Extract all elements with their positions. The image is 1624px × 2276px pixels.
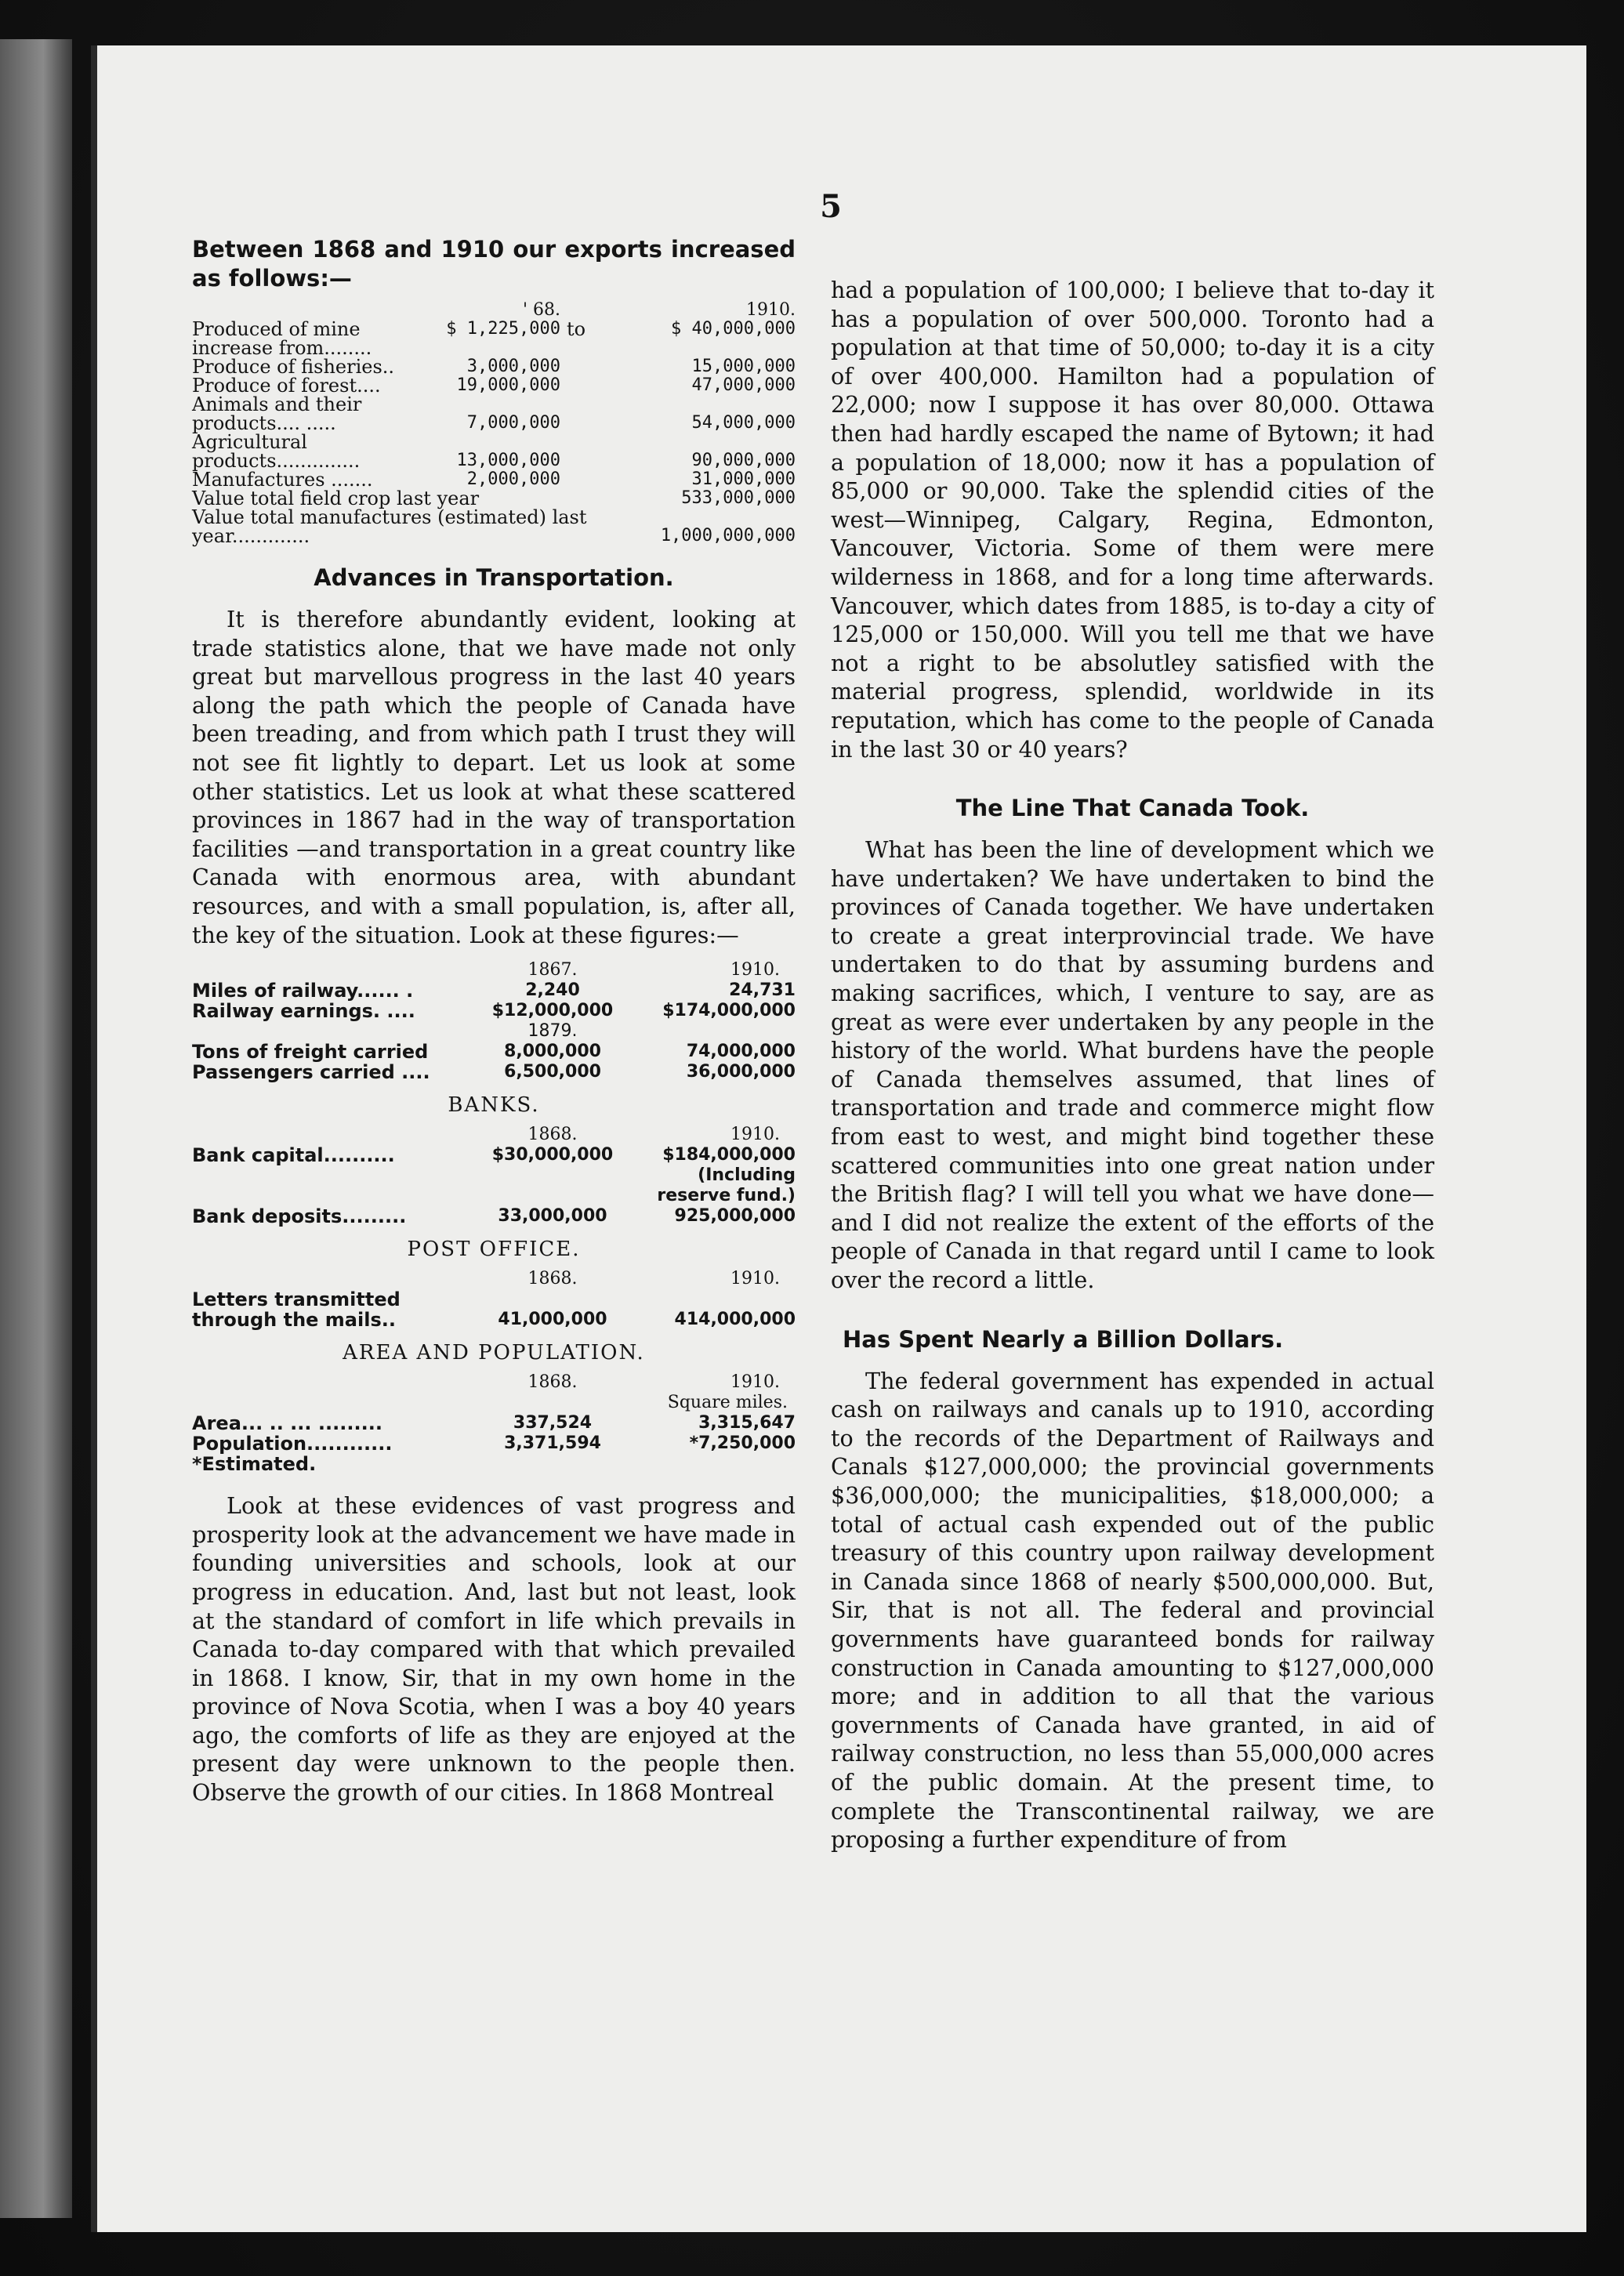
paragraph-prosperity: Look at these evidences of vast progress and prosperity look at the advancement we have made in founding universities and schools, look at our progress in education. And, last but not least, look at the standard of comfort in life which prevails in Canada to-day compared with that which prevailed in 1868. I know, Sir, that in my own home in the province of Nova Scotia, when I was a boy 40 years ago, the comforts of life as they are enjoyed at the present day were unknown to the people then. Observe the growth of our cities. In 1868 Montreal [192, 1492, 796, 1807]
previous-page-edge [0, 39, 72, 2218]
paragraph-expenditure: The federal government has expended in actual cash on railways and canals up to 1910, according to the records of the Department of Railways and Canals $127,000,000; the provincial governments $36,000,000; the municipalities, $18,000,000; a total of actual cash expended out of the public treasury of this country upon railway development in Canada since 1868 of nearly $500,000,000. But, Sir, that is not all. The federal and provincial governments have guaranteed bonds for railway construction in Canada amounting to $127,000,000 more; and in addition to all that the various governments of Canada have granted, in aid of railway construction, no less than 55,000,000 acres of the public domain. At the present time, to complete the Transcontinental railway, we are proposing a further expenditure of from [831, 1367, 1434, 1854]
heading-area-population: AREA AND POPULATION. [343, 1341, 645, 1365]
heading-line-canada-took: The Line That Canada Took. [955, 795, 1310, 822]
table-row: Miles of railway...... . 2,240 24,731 [192, 980, 796, 1002]
table-row: Tons of freight carried 8,000,000 74,000,000 [192, 1041, 796, 1064]
page-number: 5 [820, 188, 842, 225]
estimated-note: *Estimated. [192, 1453, 317, 1476]
area-population-table: 1868. 1910. Square miles. Area... .. ... ......... 337,524 3,315,647 Population............ 3,371,594 *7,250,000 *Estimated. [192, 1372, 796, 1476]
paragraph-transportation: It is therefore abundantly evident, looking at trade statistics alone, that we have made not only great but marvellous progress in the last 40 years along the path which the people of Canada have been treading, and from which path I trust they will not see fit lightly to depart. Let us look at some other statistics. Let us look at what these scattered provinces in 1867 had in the way of transportation facilities —and transportation in a great country like Canada with enormous area, with abundant resources, and with a small population, is, after all, the key of the situation. Look at these figures:— [192, 606, 796, 948]
table-row: Value total manufactures (estimated) last year............. 1,000,000,000 [192, 506, 796, 547]
table-row: Value total field crop last year 533,000,000 [192, 487, 796, 509]
table-row: Bank deposits......... 33,000,000 925,000,000 [192, 1205, 796, 1228]
table-row: Bank capital.......... $30,000,000 $184,000,000 [192, 1144, 796, 1167]
table-row: Passengers carried .... 6,500,000 36,000,000 [192, 1061, 796, 1084]
table-row: Produce of forest.... 19,000,000 47,000,000 [192, 375, 796, 397]
banks-table: 1868. 1910. Bank capital.......... $30,000,000 $184,000,000 (Including reserve fund.) Bank deposits......... 33,000,000 925,000,000 [192, 1125, 796, 1228]
area-unit: Square miles. [667, 1393, 788, 1413]
right-column [831, 276, 1434, 1854]
table-row: Letters transmitted through the mails.. 41,000,000 414,000,000 [192, 1288, 796, 1332]
left-column [192, 235, 796, 1807]
paragraph-development: What has been the line of development which we have undertaken? We have undertaken to bind the provinces of Canada together. We have undertaken to create a great interprovincial trade. We have undertaken to do that by assuming burdens and making sacrifices, which, I venture to say, are as great as were ever undertaken by any people in the history of the world. What burdens have the people of Canada themselves assumed, that lines of transportation and trade and commerce might flow from east to west, and might bind together these scattered communities into one great nation under the British flag? I will tell you what we have done—and I did not realize the extent of the efforts of the people of Canada in that regard until I came to look over the record a little. [831, 836, 1434, 1293]
table-row: 1879. [527, 1021, 578, 1042]
bank-capital-note: (Including reserve fund.) [657, 1165, 796, 1206]
heading-transportation: Advances in Transportation. [314, 564, 674, 591]
table-row: Produce of fisheries.. 3,000,000 15,000,000 [192, 356, 796, 378]
table-row: Agricultural products.............. 13,000,000 90,000,000 [192, 431, 796, 472]
table-row: Produced of mine increase from........ $ 1,225,000 to $ 40,000,000 [192, 318, 796, 359]
heading-billion-dollars: Has Spent Nearly a Billion Dollars. [843, 1325, 1284, 1353]
heading-banks: BANKS. [448, 1093, 540, 1118]
heading-post-office: POST OFFICE. [407, 1238, 581, 1262]
table-row: Railway earnings. .... $12,000,000 $174,000,000 [192, 1000, 796, 1023]
post-office-table: 1868. 1910. Letters transmitted through the mails.. 41,000,000 414,000,000 [192, 1269, 796, 1332]
table-row: Animals and their products.... ..... 7,000,000 54,000,000 [192, 393, 796, 434]
exports-intro: Between 1868 and 1910 our exports increased as follows:— [192, 236, 796, 292]
table-row: Area... .. ... ......... 337,524 3,315,647 [192, 1412, 796, 1435]
transport-table: 1867. 1910. Miles of railway...... . 2,240 24,731 Railway earnings. .... $12,000,000 $174,000,000 1879. Tons of freight carried 8,000,000 74,000,000 Passengers carried .... 6,500,000 36,000,000 [192, 960, 796, 1084]
exports-header-row [192, 301, 796, 320]
paragraph-cities: had a population of 100,000; I believe that to-day it has a population of over 500,000. Toronto had a population at that time of 50,000; to-day it is a city of over 400,000. Hamilton had a population of 22,000; now I suppose it has over 80,000. Ottawa then had hardly escaped the name of Bytown; it had a population of 18,000; now it has a population of 85,000 or 90,000. Take the splendid cities of the west—Winnipeg, Calgary, Regina, Edmonton, Vancouver, Victoria. Some of them were mere wilderness in 1868, and for a long time afterwards. Vancouver, which dates from 1885, is to-day a city of 125,000 or 150,000. Will you tell me that we have not a right to be absolutley satisfied with the material progress, splendid, worldwide in its reputation, which has come to the people of Canada in the last 30 or 40 years? [831, 277, 1434, 763]
exports-table [192, 301, 796, 545]
exports-year-a: ' 68. [522, 300, 560, 320]
exports-year-b: 1910. [746, 300, 796, 320]
table-row: Population............ 3,371,594 *7,250,000 [192, 1433, 796, 1455]
table-row: Manufactures ....... 2,000,000 31,000,000 [192, 469, 796, 491]
